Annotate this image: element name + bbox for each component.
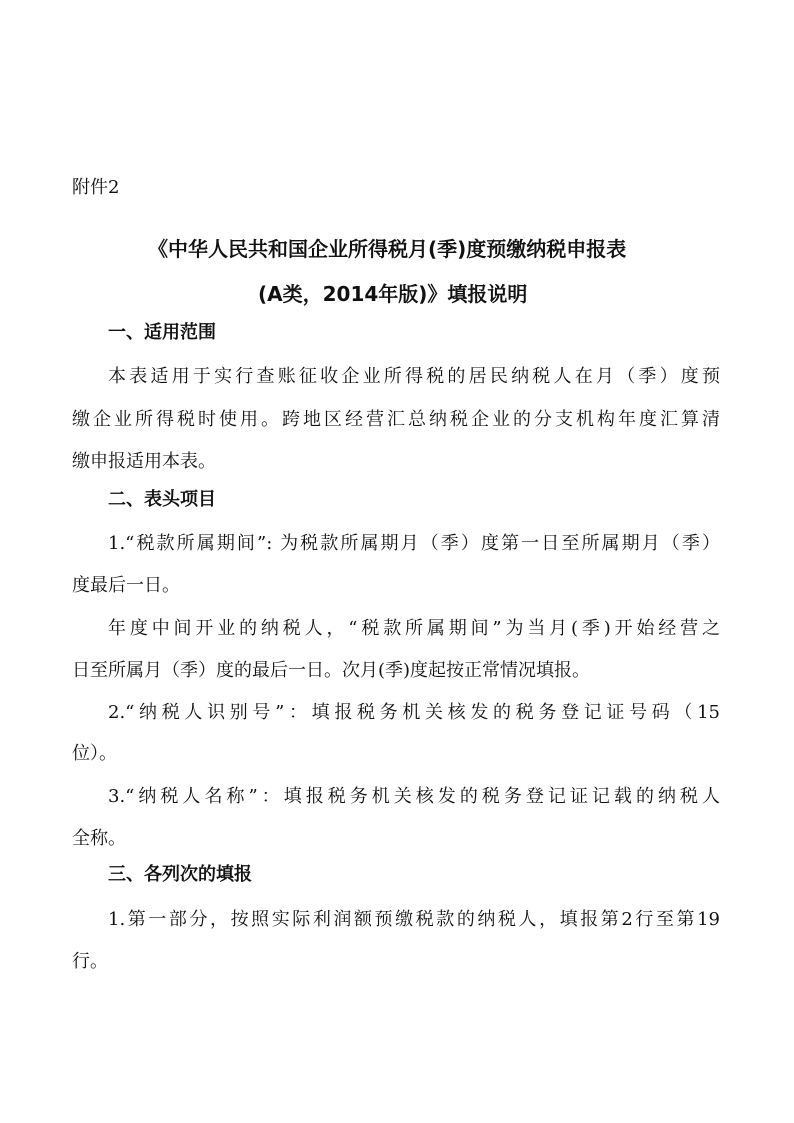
paragraph-line: 度最后一日。: [72, 575, 180, 596]
paragraph-line: 缴申报适用本表。: [72, 451, 216, 472]
paragraph-line: 本表适用于实行查账征收企业所得税的居民纳税人在月（季）度预: [108, 366, 720, 387]
paragraph-line: 缴企业所得税时使用。跨地区经营汇总纳税企业的分支机构年度汇算清: [72, 409, 720, 430]
section-heading-header-items: 二、表头项目: [108, 489, 216, 510]
paragraph-line: 日至所属月（季）度的最后一日。次月(季)度起按正常情况填报。: [72, 660, 591, 681]
paragraph-line: 全称。: [72, 828, 126, 849]
document-title-line-2: (A类，2014年版)》填报说明: [258, 282, 528, 306]
section-heading-column-filling: 三、各列次的填报: [108, 864, 252, 885]
attachment-label: 附件2: [72, 177, 120, 198]
paragraph-line: 年度中间开业的纳税人，“税款所属期间”为当月(季)开始经营之: [108, 618, 720, 639]
paragraph-line: 1.“税款所属期间”: 为税款所属期月（季）度第一日至所属期月（季）: [108, 533, 720, 554]
paragraph-line: 行。: [72, 951, 108, 972]
document-title-line-1: 《中华人民共和国企业所得税月(季)度预缴纳税申报表: [148, 237, 627, 261]
section-heading-scope: 一、适用范围: [108, 322, 216, 343]
paragraph-line: 1.第一部分，按照实际利润额预缴税款的纳税人，填报第2行至第19: [108, 909, 720, 930]
paragraph-line: 3.“纳税人名称”：填报税务机关核发的税务登记证记载的纳税人: [108, 786, 720, 807]
paragraph-line: 位）。: [72, 743, 117, 764]
paragraph-line: 2.“纳税人识别号”：填报税务机关核发的税务登记证号码（15: [108, 702, 720, 723]
